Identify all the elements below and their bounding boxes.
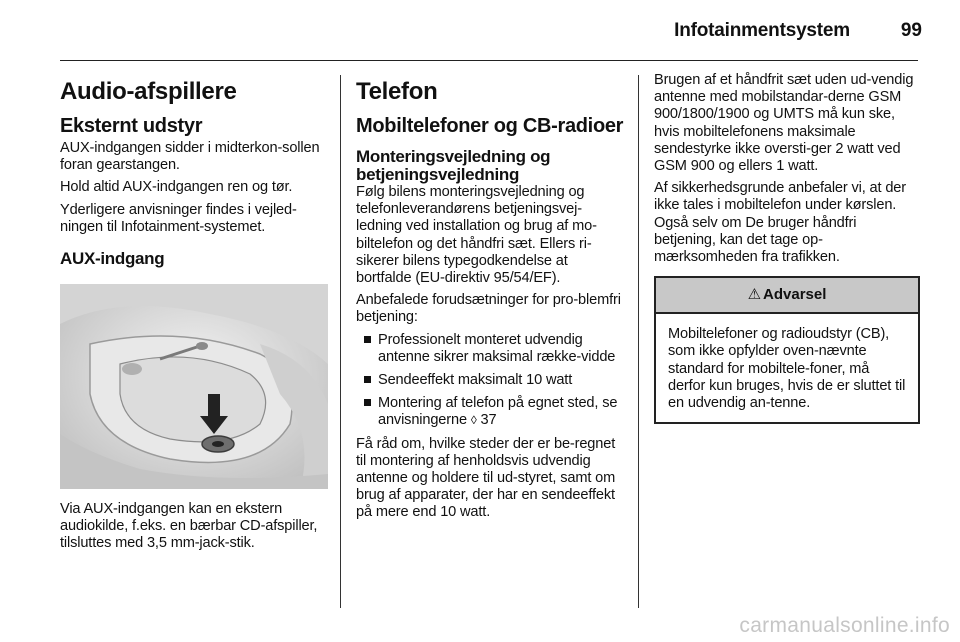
paragraph: Brugen af et håndfrit sæt uden ud-vendig antenne med mobilstandar-derne GSM 900/1800/1900 og UMTS må kun ske, hvis mobiltelefonens maksimale sendestyrke ikke oversti-ger 2 watt ved GSM 900 og ellers 1 watt. <box>654 72 914 175</box>
column-right <box>654 72 920 424</box>
warning-box <box>654 276 920 424</box>
list-item: Montering af telefon på egnet sted, se anvisningerne ◊ 37 <box>356 395 626 429</box>
column-left <box>60 72 328 553</box>
bullet-icon <box>364 376 371 383</box>
paragraph: Følg bilens monteringsvejledning og telefonleverandørens betjeningsvej-ledning ved installation og brug af mo-biltelefon og det håndfri sæt. Ellers ri-sikerer bilens typegodkendelse at bortfalde (EU-direktiv 95/54/EF). <box>356 184 597 287</box>
cross-reference-link[interactable]: 37 <box>480 412 497 429</box>
column-divider <box>340 75 341 608</box>
bullet-icon <box>364 399 371 406</box>
section-title-phone: Telefon <box>356 78 438 105</box>
header-title: Infotainmentsystem <box>674 20 850 41</box>
header-rule <box>60 60 918 61</box>
aux-input-photo <box>60 284 328 489</box>
subsubsection-title-installation: Monteringsvejledning og betjeningsvejledning <box>356 147 551 184</box>
list-item: Sendeeffekt maksimalt 10 watt <box>356 372 626 389</box>
requirements-list <box>356 332 626 430</box>
column-middle <box>356 72 626 527</box>
subsection-title-mobile: Mobiltelefoner og CB-radioer <box>356 115 624 137</box>
section-title-audio: Audio-afspillere <box>60 78 237 105</box>
page-number: 99 <box>900 20 922 41</box>
warning-text: Mobiltelefoner og radioudstyr (CB), som ikke opfylder oven-nævnte standard for mobiltele-foner, må derfor kun bruges, hvis de er sluttet til en udvendig an-tenne. <box>668 326 906 412</box>
watermark: carmanualsonline.info <box>739 614 950 637</box>
list-item: Professionelt monteret udvendig antenne sikrer maksimal række-vidde <box>356 332 626 366</box>
subsection-title-external: Eksternt udstyr <box>60 115 203 137</box>
paragraph: Anbefalede forudsætninger for pro-blemfri betjening: <box>356 292 621 326</box>
aux-heading: AUX-indgang <box>60 249 165 269</box>
warning-triangle-icon: ⚠ <box>747 286 762 304</box>
paragraph: Af sikkerhedsgrunde anbefaler vi, at der ikke tales i mobiltelefon under kørslen. Også selv om De bruger håndfri betjening, kan det tage op-mærksomheden fra trafikken. <box>654 180 906 266</box>
warning-header <box>656 278 918 314</box>
cross-reference-icon: ◊ <box>470 413 477 428</box>
bullet-icon <box>364 336 371 343</box>
paragraph: Få råd om, hvilke steder der er be-regnet til montering af henholdsvis udvendig antenne og holdere til ud-styret, samt om brug af apparater, der har en sendeeffekt på mere end 10 watt. <box>356 435 616 521</box>
paragraph: AUX-indgangen sidder i midterkon-sollen foran gearstangen. <box>60 140 320 174</box>
column-divider <box>638 75 639 608</box>
aux-caption: Via AUX-indgangen kan en ekstern audiokilde, f.eks. en bærbar CD-afspiller, tilsluttes med 3,5 mm-jack-stik. <box>60 501 318 552</box>
paragraph: Hold altid AUX-indgangen ren og tør. <box>60 179 293 196</box>
warning-title: Advarsel <box>763 286 827 304</box>
paragraph: Yderligere anvisninger findes i vejled-ningen til Infotainment-systemet. <box>60 201 297 235</box>
warning-body <box>656 314 918 422</box>
page-header <box>0 0 960 62</box>
